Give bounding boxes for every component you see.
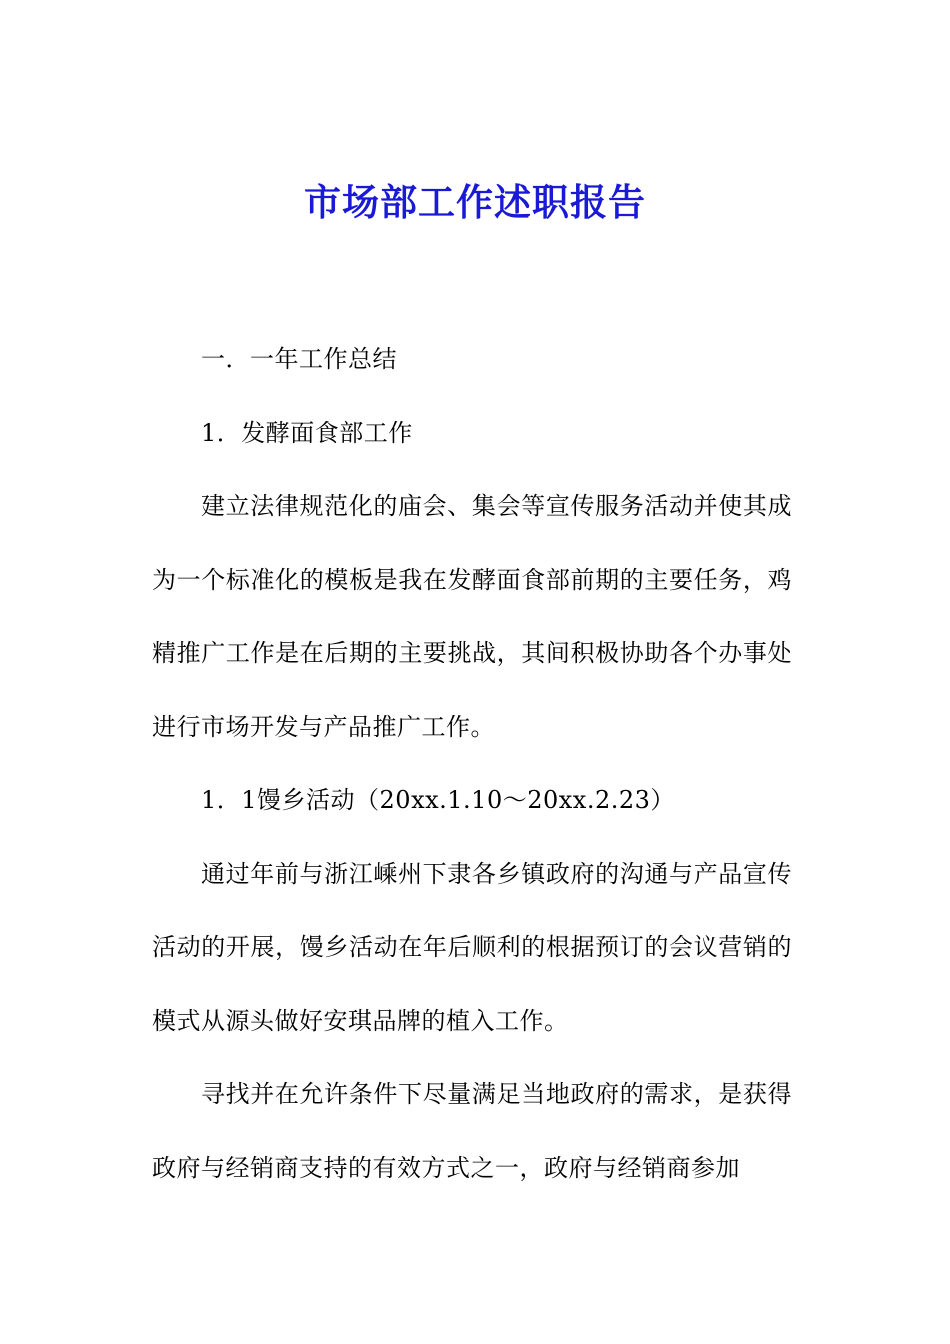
body-paragraph: 寻找并在允许条件下尽量满足当地政府的需求，是获得政府与经销商支持的有效方式之一，政府与经销商参加: [152, 1080, 792, 1182]
document-title: 市场部工作述职报告: [304, 180, 646, 224]
subsection-heading: 1．发酵面食部工作: [201, 418, 413, 447]
section-heading: 一．一年工作总结: [201, 345, 397, 373]
body-paragraph: 建立法律规范化的庙会、集会等宣传服务活动并使其成为一个标准化的模板是我在发酵面食部前期的主要任务，鸡精推广工作是在后期的主要挑战，其间积极协助各个办事处进行市场开发与产品推广工作。: [152, 492, 792, 741]
subsection-heading: 1．1馒乡活动（20xx.1.10～20xx.2.23）: [201, 786, 675, 814]
body-paragraph: 通过年前与浙江嵊州下隶各乡镇政府的沟通与产品宣传活动的开展，馒乡活动在年后顺利的根据预订的会议营销的模式从源头做好安琪品牌的植入工作。: [152, 859, 792, 1035]
document-body: [152, 323, 792, 1205]
